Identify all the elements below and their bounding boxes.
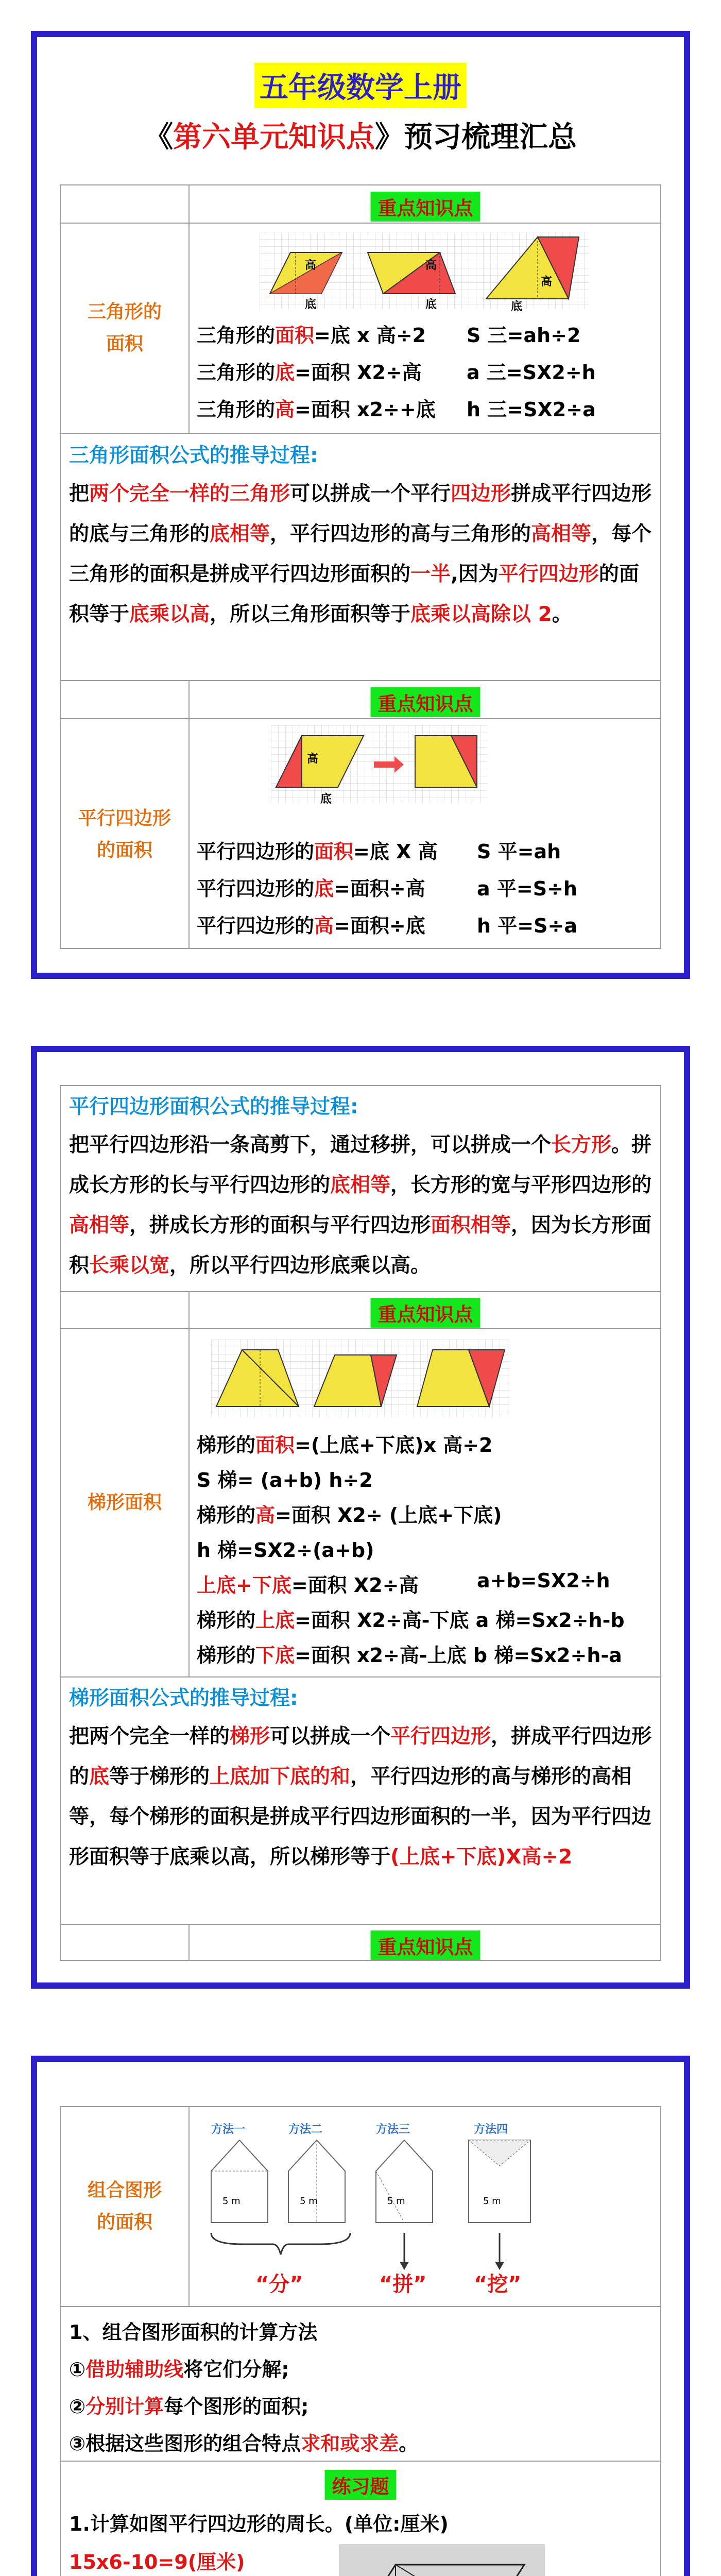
subtitle-rest: 》预习梳理汇总 [375,121,577,154]
text-segment: 底相等 [330,1174,391,1197]
triangle-height-formula: h 三=SX2÷a [467,398,596,421]
text-segment: 平行四边形 [390,1725,491,1748]
text-segment: 把平行四边形沿一条高剪下，通过移拼，可以拼成一个 [69,1133,552,1157]
trapezoid-derivation [69,1681,653,1877]
parallelogram-derivation-row [61,1086,660,1292]
triangle-label-cell [61,224,190,433]
empty-cell [61,1292,190,1328]
card-triangle-parallelogram [31,31,690,979]
parallelogram-row [61,719,660,949]
parallelogram-label-cell [61,719,190,949]
text-segment: 底乘以高除以 2 [410,603,552,626]
parallelogram-derivation-heading: 平行四边形面积公式的推导过程: [69,1095,358,1118]
q1-figure [339,2544,545,2576]
text-segment: ，所以平行四边形底乘以高。 [169,1254,431,1277]
text-segment: 。 [552,603,572,626]
text-segment: 四边形 [451,482,511,505]
key-points-badge: 重点知识点 [371,687,480,717]
text-segment: ，拼成长方形的面积与平行四边形 [129,1214,431,1237]
house-fig-4 [469,2140,530,2223]
trapezoid-label-cell [61,1329,190,1676]
key-points-badge: 重点知识点 [371,192,480,222]
text-segment: ，平行四边形的高与梯形的高相等，每个梯形的面积是拼成平行四边形面积的一半，因为平行四边形面积等于底乘以高，所以梯形等于 [69,1765,652,1869]
page-title: 五年级数学上册 [254,63,467,108]
text-segment: 底 [89,1765,110,1788]
table-1 [60,184,661,949]
trapezoid-label: 梯形面积 [87,1492,162,1513]
parallelogram-derivation-text [69,1125,653,1286]
trapezoid-top-line: 梯形的上底=面积 X2÷高-下底 a 梯=Sx2÷h-b [197,1609,625,1632]
composite-method-title: 1、组合图形面积的计算方法 [69,2321,318,2344]
trapezoid-derivation-heading: 梯形面积公式的推导过程: [69,1687,298,1710]
badge-row-3 [61,1292,660,1329]
text-segment: ，长方形的宽与平形四边形的 [390,1174,652,1197]
badge-row-4 [61,1925,660,1961]
triangle-row [61,224,660,434]
text-segment: (上底+下底)X高÷2 [390,1845,573,1869]
para-high-label: 高 [307,753,319,766]
text-segment: 等于梯形的 [109,1765,210,1788]
trapezoid-area-line: 梯形的面积=(上底+下底)x 高÷2 [197,1434,493,1456]
text-segment: ，所以三角形面积等于 [210,603,411,626]
text-segment: ,因为 [451,563,499,586]
tag-dig: “挖” [474,2273,522,2296]
parallelogram-base-formula: a 平=S÷h [477,877,577,900]
trapezoid-derivation-row [61,1677,660,1925]
method-1-label: 方法一 [211,2123,246,2136]
parallelogram-area-formula: S 平=ah [477,840,561,863]
card-parallelogram-trapezoid [31,1046,690,1989]
parallelogram-base-line: 平行四边形的底=面积÷高 [197,877,425,900]
composite-step-1: ①借助辅助线将它们分解; [69,2358,289,2381]
empty-cell [61,185,190,223]
trapezoid-figures [211,1340,510,1417]
parallelogram-content [191,719,660,949]
text-segment: 拼成平行四边形的底与三角形的 [69,482,652,546]
triangle-content [191,224,660,433]
triangle-height-line: 三角形的高=面积 x2÷+底 [197,398,436,421]
trapezoid-height-formula: h 梯=SX2÷(a+b) [197,1539,374,1562]
title-banner [37,63,684,108]
text-segment: 可以拼成一个 [270,1725,391,1748]
house-dim-1: 5 m [222,2196,241,2207]
triangle-base-formula: a 三=SX2÷h [467,361,596,384]
triangle-derivation-row [61,434,660,681]
badge-row [61,185,660,224]
composite-step-3: ③根据这些图形的组合特点求和或求差。 [69,2432,419,2455]
trapezoid-derivation-text [69,1717,653,1877]
tri-base-label-2: 底 [425,298,437,311]
tri-base-label-3: 底 [511,300,523,313]
triangle-derivation-heading: 三角形面积公式的推导过程: [69,444,318,467]
card-composite-practice [31,2056,690,2576]
parallelogram-area-line: 平行四边形的面积=底 X 高 [197,840,438,863]
text-segment: ，每个三角形的面积是拼成平行四边形面积的 [69,522,652,586]
composite-method-row [61,2307,660,2462]
subtitle-open: 《 [144,121,173,154]
key-points-badge: 重点知识点 [371,1298,480,1328]
method-2-label: 方法二 [288,2123,323,2136]
house-fig-1 [211,2140,268,2223]
tri-high-label-1: 高 [305,259,317,272]
badge-cell [191,185,660,223]
empty-cell [61,681,190,718]
parallelogram-height-formula: h 平=S÷a [477,914,577,937]
q1-text: 1.计算如图平行四边形的周长。(单位:厘米) [69,2513,449,2535]
text-segment: ，平行四边形的高与三角形的 [270,522,531,546]
triangle-derivation [69,438,653,635]
house-dim-4: 5 m [483,2196,501,2207]
text-segment: ，因为长方形面积 [69,1214,652,1277]
text-segment: 把两个完全一样的 [69,1725,230,1748]
text-segment: 上底加下底的和 [210,1765,351,1788]
triangle-area-formula: S 三=ah÷2 [467,324,581,347]
parallelogram-height-line: 平行四边形的高=面积÷底 [197,914,425,937]
triangle-fig-2 [368,252,455,294]
text-segment: 两个完全一样的三角形 [89,482,290,505]
tag-divide: “分” [255,2273,303,2296]
practice-badge: 练习题 [325,2470,397,2500]
method-3-label: 方法三 [376,2123,410,2136]
triangle-derivation-text [69,474,653,635]
text-segment: ，拼成平行四边形的 [69,1725,652,1788]
text-segment: 底相等 [210,522,270,546]
subtitle-highlight: 第六单元知识点 [173,121,375,154]
practice-row [61,2462,660,2576]
text-segment: 梯形 [230,1725,270,1748]
text-segment: 长方形 [551,1133,612,1157]
composite-label: 组合图形 的面积 [87,2180,162,2233]
tri-base-label-1: 底 [305,298,317,311]
tag-join: “拼” [379,2273,427,2296]
trapezoid-height-line: 梯形的高=面积 X2÷ (上底+下底) [197,1504,502,1527]
key-points-badge: 重点知识点 [371,1930,480,1960]
text-segment: 。拼成长方形的长与平行四边形的 [69,1133,652,1197]
text-segment: 平行四边形 [498,563,599,586]
triangle-label: 三角形的 面积 [87,301,162,354]
house-dim-2: 5 m [300,2196,318,2207]
empty-cell [61,1925,190,1961]
badge-cell [191,1292,660,1328]
text-segment: 长乘以宽 [89,1254,170,1277]
badge-cell [191,681,660,718]
badge-cell [191,1925,660,1961]
triangle-area-line: 三角形的面积=底 x 高÷2 [197,324,426,347]
trapezoid-sum-line: 上底+下底=面积 X2÷高 [197,1574,419,1597]
table-2 [60,1085,661,1961]
house-fig-3 [376,2140,433,2223]
trapezoid-area-formula: S 梯= (a+b) h÷2 [197,1469,373,1492]
composite-row [61,2107,660,2307]
method-4-label: 方法四 [474,2123,508,2136]
trapezoid-row [61,1329,660,1677]
table-3 [60,2106,661,2576]
text-segment: 高相等 [531,522,592,546]
text-segment: 面积相等 [431,1214,511,1237]
badge-row-2 [61,681,660,719]
q1-parallelogram-svg [339,2544,545,2576]
text-segment: 的面积等于 [69,563,639,626]
composite-content [191,2107,660,2306]
tri-high-label-3: 高 [541,276,553,289]
text-segment: 底乘以高 [129,603,210,626]
composite-label-cell [61,2107,190,2306]
q1-step-1: 15x6-10=9(厘米) [69,2551,245,2573]
composite-step-2: ②分别计算每个图形的面积; [69,2395,309,2418]
parallelogram-label: 平行四边形 的面积 [78,808,171,861]
house-dim-3: 5 m [387,2196,405,2207]
triangle-base-line: 三角形的底=面积 X2÷高 [197,361,422,384]
page-subtitle [37,114,684,156]
text-segment: 把 [69,482,90,505]
para-base-label: 底 [320,793,332,806]
text-segment: 一半 [410,563,451,586]
trapezoid-bottom-line: 梯形的下底=面积 x2÷高-上底 b 梯=Sx2÷h-a [197,1644,622,1667]
tri-high-label-2: 高 [425,259,437,272]
parallelogram-figures [271,725,487,803]
trapezoid-sum-formula: a+b=SX2÷h [477,1569,610,1592]
text-segment: 高相等 [69,1214,130,1237]
trapezoid-content [191,1329,660,1676]
house-fig-2 [288,2140,345,2223]
parallelogram-derivation [69,1089,653,1286]
text-segment: 可以拼成一个平行 [290,482,451,505]
